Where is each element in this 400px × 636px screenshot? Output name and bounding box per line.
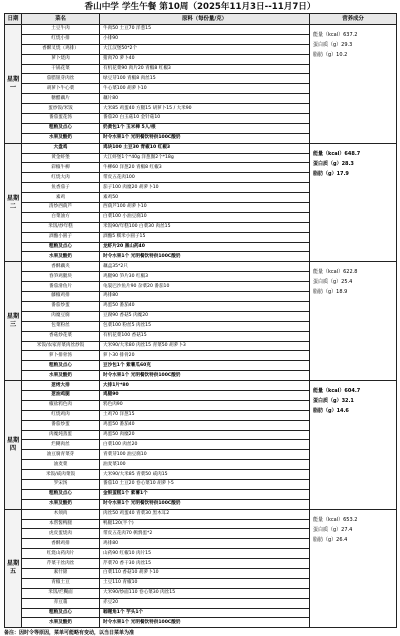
table-row (5, 262, 397, 272)
nutrition-value: 能量（kcal）637.2 (313, 32, 358, 38)
table-row (5, 143, 397, 153)
dish-material: 时令水果1个 光明餐饮特供100C酸奶 (100, 252, 310, 262)
dish-material: 鸡排80 (100, 539, 310, 549)
nutrition-cell (310, 509, 397, 628)
dish-name: 糖醋藕片 (22, 94, 100, 104)
dish-name: 番茄滑鱼片 (22, 282, 100, 292)
nutrition-value: 能量（kcal）653.2 (313, 516, 358, 523)
dish-name: 鱼香茄子 (22, 183, 100, 193)
dish-material: 萝卜30 排骨20 (100, 351, 310, 361)
dish-material: 鸡蛋50 肉糜20 (100, 430, 310, 440)
dish-name: 水果及酸奶 (22, 499, 100, 509)
dish-name: 木须肉 (22, 509, 100, 519)
dish-name: 香酥鸡排 (22, 539, 100, 549)
dish-name: 本帮酱鸭腿 (22, 519, 100, 529)
dish-material: 赤豆20 (100, 598, 310, 608)
dish-material: 番茄10 土豆20 卷心菜10 胡萝卜5 (100, 479, 310, 489)
dish-name: 烂糊肉丝 (22, 440, 100, 450)
dish-name: 蛋炒饭/米饭 (22, 104, 100, 114)
nutrition-value: 脂肪（g）10.2 (313, 52, 348, 58)
dish-name: 藤椒鸡排 (22, 292, 100, 302)
header-day: 日期 (5, 14, 22, 25)
nutrition-cell (310, 25, 397, 144)
dish-name: 粗粮及点心 (22, 123, 100, 133)
dish-name: 香酥叉烧（鸡排） (22, 44, 100, 54)
footer-note: 备注：因时令等原因，菜单可能略有变动，以当日菜单为准 (4, 630, 135, 636)
dish-material: 绿豆芽100 青椒8 肉丝15 (100, 74, 310, 84)
nutrition-value: 能量（kcal）622.8 (313, 269, 358, 276)
dish-name: 清炒西葫芦 (22, 203, 100, 213)
dish-name: 赤豆羹 (22, 598, 100, 608)
dish-material: 奶黄包1个 玉米棒 5人/根 (100, 123, 310, 133)
table-header-row (5, 14, 397, 25)
dish-material: 土豆110 青椒10 (100, 578, 310, 588)
header-dish: 菜名 (22, 14, 100, 25)
dish-material: 有机花菜100 香菇15 (100, 331, 310, 341)
header-nutrition: 营养成分 (310, 14, 397, 25)
nutrition-cell (310, 381, 397, 510)
dish-material: 大江汉堡50*2个 (100, 44, 310, 54)
dish-material: 豆沙包1个 紫薯瓜60克 (100, 361, 310, 371)
table-row (5, 381, 397, 391)
dish-name: 红烧鸡肉 (22, 410, 100, 420)
dish-material: 鸡块100 土豆30 青椒10 红椒3 (100, 143, 310, 153)
table-row (5, 25, 397, 35)
dish-name: 茄腊银芽肉丝 (22, 74, 100, 84)
dish-name: 红烧大肉 (22, 173, 100, 183)
dish-name: 土豆牛肉 (22, 25, 100, 35)
dish-name: 萝卜排骨汤 (22, 351, 100, 361)
dish-name: 米饭/咸肉菜饭 (22, 470, 100, 480)
dish-material: 豆腐90 香菇5 肉糜20 (100, 311, 310, 321)
dish-name: 粗粮及点心 (22, 361, 100, 371)
dish-material: 大米85 鸡蛋40 方腿15 胡萝卜15 / 大米90 (100, 104, 310, 114)
dish-name: 葱油鸡腿 (22, 390, 100, 400)
page-title: 香山中学 学生午餐 第10周（2025年11月3日--11月7日） (84, 2, 316, 12)
dish-name: 虎皮蛋烧肉 (22, 529, 100, 539)
dish-material: 带皮五花肉70 鹌鹑蛋*2 (100, 529, 310, 539)
dish-material: 油麦菜100 (100, 460, 310, 470)
dish-material: 龟裂巴沙鱼片90 杂菜20 番茄10 (100, 282, 310, 292)
nutrition-cell (310, 262, 397, 381)
dish-material: 白菜100 肉丝20 (100, 440, 310, 450)
dish-material: 鸡腿90 笋片30 红椒3 (100, 272, 310, 282)
dish-name: 罗宋汤 (22, 479, 100, 489)
dish-name: 萝卜烧肉 (22, 54, 100, 64)
dish-name: 白菜油方 (22, 212, 100, 222)
dish-material: 小排90 (100, 34, 310, 44)
table-row (5, 509, 397, 519)
dish-name: 酒酿小圆子 (22, 232, 100, 242)
day-label: 星期二 (5, 143, 22, 262)
dish-material: 白菜100 小油豆腐10 (100, 212, 310, 222)
dish-name: 大盘鸡 (22, 143, 100, 153)
dish-name: 水果及酸奶 (22, 371, 100, 381)
dish-material: 大排1片*80 (100, 381, 310, 391)
nutrition-value: 脂肪（g）18.9 (313, 289, 348, 296)
dish-name: 素什锦 (22, 568, 100, 578)
dish-material: 时令水果1个 光明餐饮特供100C酸奶 (100, 371, 310, 381)
day-label: 星期一 (5, 25, 22, 144)
dish-material: 鸡蛋50 番茄40 (100, 420, 310, 430)
dish-material: 鸡蛋50 番茄40 (100, 301, 310, 311)
dish-name: 黄金虾堡 (22, 153, 100, 163)
dish-name: 青椒土豆 (22, 578, 100, 588)
dish-material: 鸭腿120(半个) (100, 519, 310, 529)
dish-material: 大米90/大米80 肉丝15 青菜50 胡萝卜3 (100, 341, 310, 351)
dish-material: 青菜芽100 油豆腐10 (100, 450, 310, 460)
nutrition-value: 脂肪（g）26.4 (313, 536, 348, 543)
dish-name: 香菇炒花菜 (22, 331, 100, 341)
dish-name: 素鸡 (22, 193, 100, 203)
dish-material: 茄子100 肉糜20 胡萝卜10 (100, 183, 310, 193)
nutrition-value: 蛋白质（g）27.4 (313, 526, 353, 533)
day-label: 星期四 (5, 381, 22, 510)
dish-name: 干锅花菜 (22, 64, 100, 74)
dish-name: 红烧山药肉片 (22, 549, 100, 559)
menu-body (5, 25, 397, 628)
nutrition-value: 能量（kcal）648.7 (313, 150, 361, 157)
dish-material: 藕盒35*2只 (100, 262, 310, 272)
nutrition-value: 蛋白质（g）29.3 (313, 42, 353, 48)
dish-name: 番茄炒蛋 (22, 301, 100, 311)
dish-name: 葱烤大排 (22, 381, 100, 391)
dish-name: 米饭/炒年糕 (22, 222, 100, 232)
nutrition-value: 蛋白质（g）25.4 (313, 279, 353, 286)
dish-material: 牛肉50 土豆70 洋葱15 (100, 25, 310, 35)
dish-name: 油麦菜 (22, 460, 100, 470)
dish-material: 芹菜70 香干30 肉丝15 (100, 559, 310, 569)
dish-name: 水果及酸奶 (22, 252, 100, 262)
dish-material: 大米90/大米85 青菜50 咸肉15 (100, 470, 310, 480)
dish-material: 带皮五花肉100 (100, 173, 310, 183)
nutrition-cell (310, 143, 397, 262)
dish-material: 白菜110 香菇10 胡萝卜10 (100, 568, 310, 578)
nutrition-value: 脂肪（g）17.9 (313, 170, 349, 177)
dish-material: 金银蛋糕1个 紫薯1个 (100, 489, 310, 499)
nutrition-value: 能量（kcal）604.7 (313, 388, 361, 395)
dish-name: 粗粮及点心 (22, 489, 100, 499)
dish-material: 鸡腿90 (100, 390, 310, 400)
dish-name: 油豆腐青菜芽 (22, 450, 100, 460)
dish-name: 芹菜干丝肉丝 (22, 559, 100, 569)
dish-material: 鸦色肉90 (100, 400, 310, 410)
dish-material: 素鸡50 (100, 193, 310, 203)
dish-name: 米饭/农家青菜肉丝炒饭 (22, 341, 100, 351)
dish-name: 番茄蛋花汤 (22, 114, 100, 124)
dish-material: 大江虾堡1个*40g 洋葱圈2个*18g (100, 153, 310, 163)
dish-name: 粗粮及点心 (22, 242, 100, 252)
nutrition-value: 脂肪（g）14.6 (313, 408, 349, 415)
dish-material: 猪肉70 萝卜40 (100, 54, 310, 64)
dish-material: 藕片80 (100, 94, 310, 104)
dish-material: 包菜100 粉丝5 肉丝15 (100, 321, 310, 331)
dish-name: 番茄炒蛋 (22, 420, 100, 430)
header-material: 原料（每份量/克） (100, 14, 310, 25)
dish-material: 山药90 红椒10 肉片15 (100, 549, 310, 559)
nutrition-value: 蛋白质（g）28.3 (313, 160, 354, 167)
dish-material: 大米90/炒面110 卷心菜30 肉丝15 (100, 588, 310, 598)
dish-material: 时令水果1个 光明餐饮特供100C酸奶 (100, 618, 310, 628)
dish-material: 酒酿5 糯米小圆子15 (100, 232, 310, 242)
day-label: 星期三 (5, 262, 22, 381)
dish-material: 时令水果1个 光明餐饮特供100C酸奶 (100, 133, 310, 143)
dish-material: 西葫芦100 胡萝卜10 (100, 203, 310, 213)
dish-material: 鸡排80 (100, 292, 310, 302)
dish-name: 春笋鸡腿块 (22, 272, 100, 282)
dish-material: 米饭90/年糕100 白菜30 肉丝15 (100, 222, 310, 232)
dish-material: 有机花菜90 肉片20 青椒8 红椒3 (100, 64, 310, 74)
dish-material: 牛心菜100 胡萝卜10 (100, 84, 310, 94)
dish-name: 彩椒牛柳 (22, 163, 100, 173)
dish-material: 咖喱角1个 芋头1个 (100, 608, 310, 618)
dish-material: 番茄20 白玉菇10 金针菇10 (100, 114, 310, 124)
dish-name: 水果及酸奶 (22, 133, 100, 143)
dish-material: 时令水果1个 光明餐饮特供100C酸奶 (100, 499, 310, 509)
dish-name: 红烧小排 (22, 34, 100, 44)
dish-name: 米饭/烂糊面 (22, 588, 100, 598)
dish-material: 牛柳60 洋葱20 青椒8 红椒3 (100, 163, 310, 173)
dish-material: 肉丝50 鸡蛋40 青菜30 黑木耳2 (100, 509, 310, 519)
dish-name: 水果及酸奶 (22, 618, 100, 628)
menu-table (4, 13, 397, 628)
dish-material: 龙虾片20 黑山药40 (100, 242, 310, 252)
dish-name: 香酥藕夹 (22, 262, 100, 272)
dish-name: 包菜粉丝 (22, 321, 100, 331)
dish-name: 胡萝卜牛心菜 (22, 84, 100, 94)
dish-material: 土鸡70 洋葱15 (100, 410, 310, 420)
dish-name: 粗粮及点心 (22, 608, 100, 618)
nutrition-value: 蛋白质（g）32.1 (313, 398, 354, 405)
dish-name: 肉糜炖蒸蛋 (22, 430, 100, 440)
day-label: 星期五 (5, 509, 22, 628)
dish-name: 肉糜豆腐 (22, 311, 100, 321)
dish-name: 椒盐鸦色肉 (22, 400, 100, 410)
